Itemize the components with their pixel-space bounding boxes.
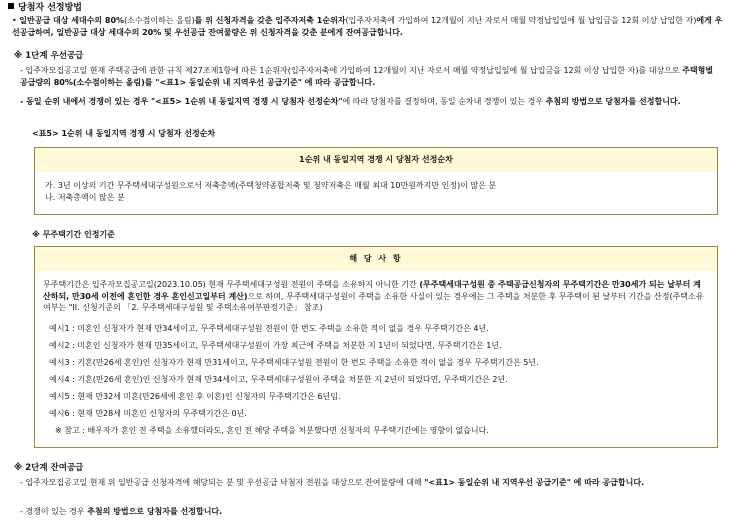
stage1-heading: ※ 1단계 우선공급: [14, 51, 84, 61]
nohome-header: 해 당 사 항: [34, 246, 718, 272]
stage1-item-1: - 입주자모집공고일 현재 주택공급에 관한 규칙 제27조제1항에 따른 1순위자(입주자저축에 가입하여 12개월이 지난 자로서 매월 약정납입일에 월 납입금을 12회 이상 납입한 자)를 대상으로 주택형별 공급량의 80%(소수점이하는 올림)를 "<표1> 동일순위 내 지역우선 공급기준" 에 따라 공급합니다.: [20, 66, 714, 87]
table5-row-a: 가. 3년 이상의 기간 무주택세대구성원으로서 저축총액(주택청약종합저축 및 청약저축은 매월 최대 10만원까지만 인정)이 많은 분: [45, 181, 497, 190]
stage2-item-1: - 입주자모집공고일 현재 위 일반공급 신청자격에 해당되는 분 및 우선공급 낙첨자 전원을 대상으로 잔여물량에 대해 "<표1> 동일순위 내 지역우선 공급기준" 에 따라 공급합니다.: [20, 478, 645, 487]
nohome-paragraph: 무주택기간은 입주자모집공고일(2023.10.05) 현재 무주택세대구성원 전원이 주택을 소유하지 아니한 기간 (무주택세대구성원 중 주택공급신청자의 무주택기간은 만30세가 되는 날부터 계산하되, 만30세 이전에 혼인한 경우 혼인신고일부터 계산)으로 하며, 무주택세대구성원이 주택을 소유한 사실이 있는 경우에는 그 주택을 처분한 후 무주택이 된 날부터 기간을 산정(주택소유여부는 "II. 신청기준의 「2. 무주택세대구성원 및 주택소유여부판정기준」 참조): [43, 280, 704, 313]
stage1-item-2: - 동일 순위 내에서 경쟁이 있는 경우 "<표5> 1순위 내 동일지역 경쟁 시 당첨자 선정순차"에 따라 당첨자를 결정하며, 동일 순차내 경쟁이 있는 경우 추첨의 방법으로 당첨자를 선정합니다.: [20, 97, 681, 106]
example-item: 예시5 : 현재 만32세 미혼(만26세에 혼인 후 이혼)인 신청자의 무주택기간은 6년임.: [49, 391, 341, 401]
example-item: 예시2 : 미혼인 신청자가 현재 만35세이고, 무주택세대구성원이 가장 최근에 주택을 처분한 지 1년이 되었다면, 무주택기간은 1년.: [49, 340, 502, 350]
nohome-examples: [35, 314, 717, 439]
square-bullet-icon: [8, 3, 14, 9]
example-item: 예시1 : 미혼인 신청자가 현재 만34세이고, 무주택세대구성원 전원이 한 번도 주택을 소유한 적이 없을 경우 무주택기간은 4년.: [49, 323, 489, 333]
table5-row-b: 나. 저축총액이 많은 분: [45, 192, 125, 202]
intro-paragraph: • 일반공급 대상 세대수의 80%(소수점이하는 올림)를 위 신청자격을 갖춘 입주자저축 1순위자(입주자저축에 가입하여 12개월이 지난 자로서 매월 약정납입일에 월 납입금을 12회 이상 납입한 자)에게 우선공급하여, 일반공급 대상 세대수의 20% 및 우선공급 잔여물량은 위 신청자격을 갖춘 분에게 잔여공급합니다.: [12, 16, 723, 37]
stage2-item-2: - 경쟁이 있는 경우 추첨의 방법으로 당첨자를 선정합니다.: [20, 507, 223, 516]
example-item: 예시4 : 기혼(만26세 혼인)인 신청자가 현재 만34세이고, 무주택세대구성원이 주택을 처분한 지 2년이 되었다면, 무주택기간은 2년.: [49, 374, 508, 384]
nohome-heading: ※ 무주택기간 인정기준: [32, 230, 115, 239]
nohome-body: [34, 271, 718, 448]
example-item: 예시6 : 현재 만28세 미혼인 신청자의 무주택기간은 0년.: [49, 408, 247, 418]
example-item: 예시3 : 기혼(만26세 혼인)인 신청자가 현재 만31세이고, 무주택세대구성원 전원이 한 번도 주택을 소유한 적이 없을 경우 무주택기간은 5년.: [49, 357, 539, 367]
stage2-heading: ※ 2단계 잔여공급: [14, 463, 84, 473]
table5-caption: <표5> 1순위 내 동일지역 경쟁 시 당첨자 선정순차: [32, 129, 216, 138]
section-title: 당첨자 선정방법: [8, 2, 82, 15]
table5-header: 1순위 내 동일지역 경쟁 시 당첨자 선정순차: [34, 147, 718, 173]
table5-body: [34, 172, 718, 215]
nohome-note: ※ 참고 : 배우자가 혼인 전 주택을 소유했더라도, 혼인 전 해당 주택을 처분했다면 신청자의 무주택기간에는 영향이 없습니다.: [55, 425, 489, 435]
